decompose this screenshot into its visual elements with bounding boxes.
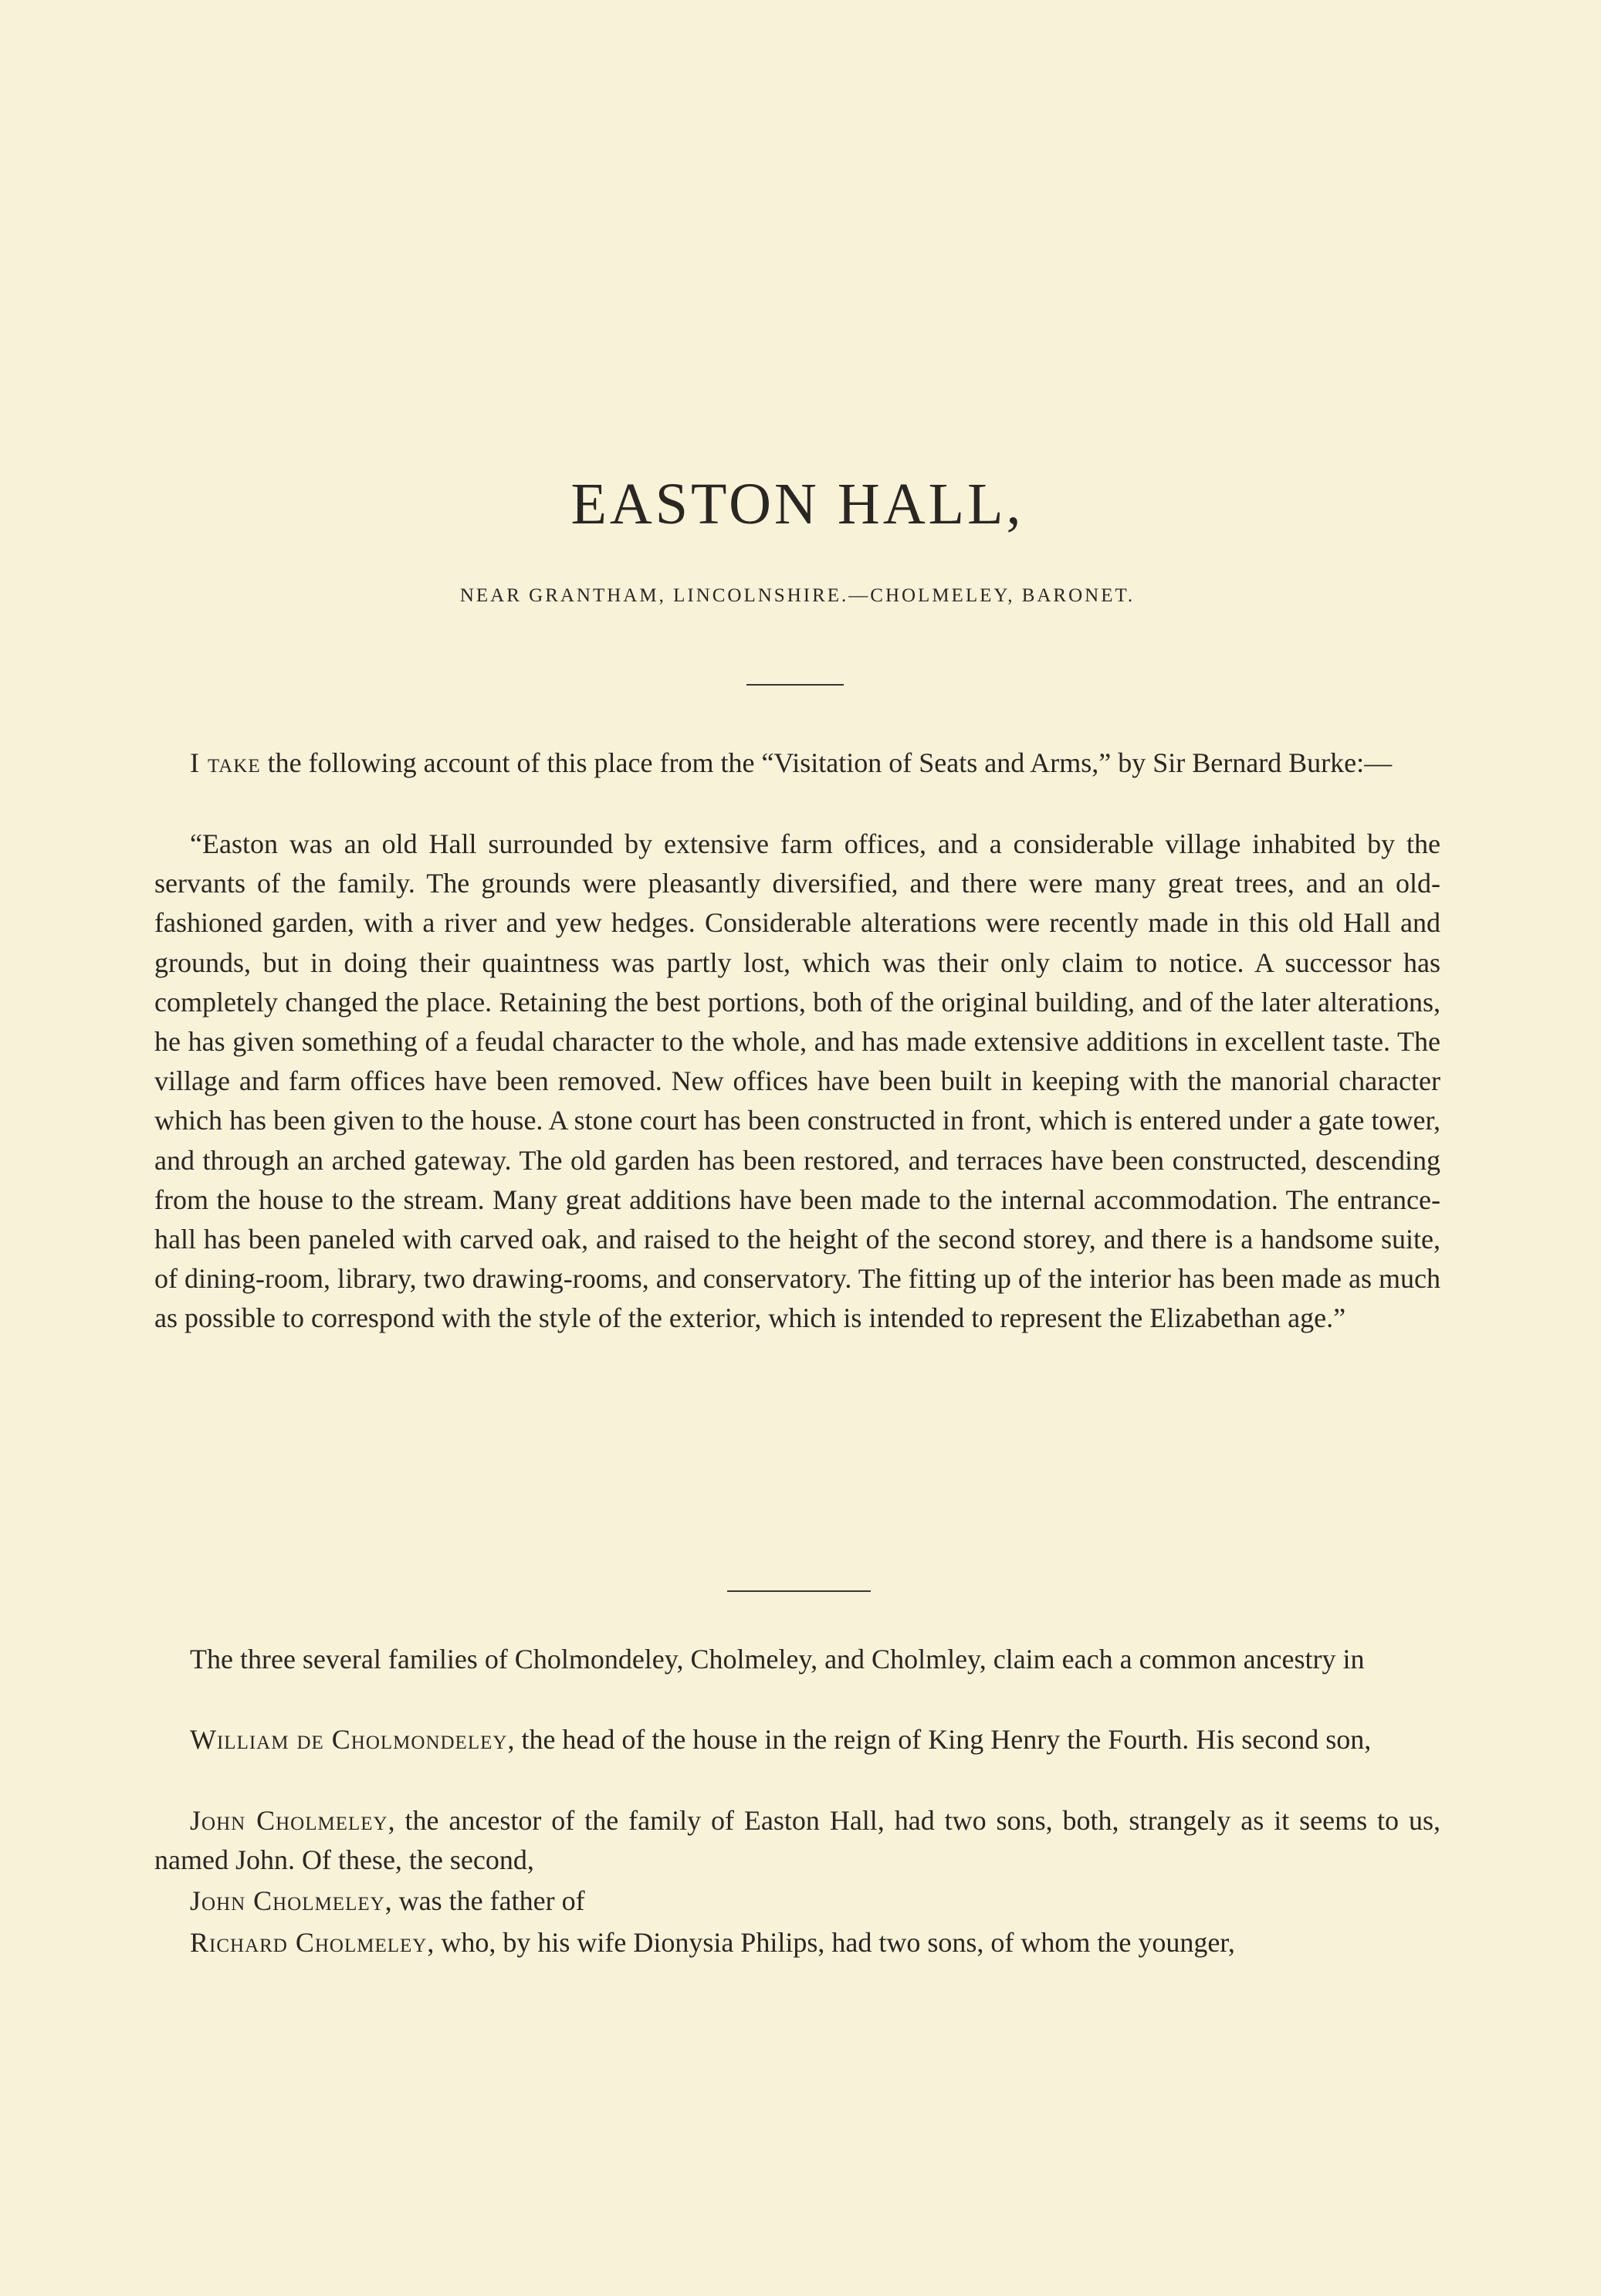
page-subtitle: NEAR GRANTHAM, LINCOLNSHIRE.—CHOLMELEY, BARONET. [459,585,1136,606]
page [154,0,1440,2296]
paragraph-text: , who, by his wife Dionysia Philips, had two sons, of whom the younger, [427,1927,1235,1958]
genealogy-paragraph [154,1923,1440,1962]
paragraph-text: the following account of this place from the “Visitation of Seats and Arms,” by Sir Bernard Burke:— [260,747,1393,778]
genealogy-paragraph [154,1640,1440,1679]
small-caps-lead: I take [190,747,261,778]
paragraph-text: The three several families of Cholmondeley, Cholmeley, and Cholmley, claim each a common ancestry in [190,1644,1365,1675]
paragraph-text: , the ancestor of the family of Easton Hall, had two sons, both, strangely as it seems to us, named John. Of these, the second, [154,1805,1440,1876]
genealogy-paragraph [154,1881,1440,1921]
paragraph-text: , was the father of [384,1885,585,1916]
section-divider [727,1590,871,1592]
intro-paragraph [154,743,1440,783]
genealogy-paragraph [154,1720,1440,1759]
small-caps-lead: William de Cholmondeley [190,1724,508,1755]
small-caps-lead: John Cholmeley [190,1805,388,1836]
section-divider [746,684,844,686]
page-title: EASTON HALL, [570,472,1024,537]
small-caps-lead: John Cholmeley [190,1885,385,1916]
quotation-paragraph: “Easton was an old Hall surrounded by extensive farm offices, and a considerable village inhabited by the servants of the family. The grounds were pleasantly diversified, and there were many great trees, and an old-fashioned garden, with a river and yew hedges. Considerable alterations were recently made in this old Hall and grounds, but in doing their quaintness was partly lost, which was their only claim to notice. A successor has completely changed the place. Retaining the best portions, both of the original building, and of the later alterations, he has given something of a feudal character to the whole, and has made extensive additions in excellent taste. The village and farm offices have been removed. New offices have been built in keeping with the manorial character which has been given to the house. A stone court has been constructed in front, which is entered under a gate tower, and through an arched gateway. The old garden has been restored, and terraces have been constructed, descending from the house to the stream. Many great additions have been made to the internal accommodation. The entrance-hall has been paneled with carved oak, and raised to the height of the second storey, and there is a handsome suite, of dining-room, library, two drawing-rooms, and conservatory. The fitting up of the interior has been made as much as possible to correspond with the style of the exterior, which is intended to represent the Elizabethan age.” [154,828,1440,1334]
small-caps-lead: Richard Cholmeley [190,1927,428,1958]
genealogy-paragraph [154,1801,1440,1880]
paragraph-text: , the head of the house in the reign of King Henry the Fourth. His second son, [507,1724,1372,1755]
